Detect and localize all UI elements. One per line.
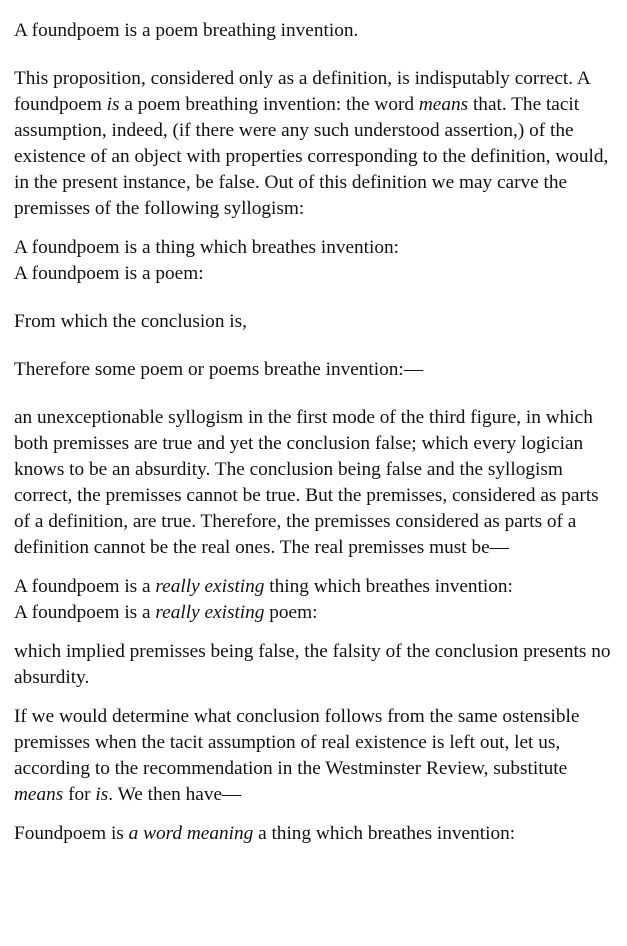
emphasis-means: means xyxy=(418,94,469,115)
text-run: poem: xyxy=(264,602,318,623)
text-run: a poem breathing invention: the word xyxy=(119,94,419,115)
text-run: a thing which breathes invention: xyxy=(253,823,516,844)
text-run: for xyxy=(63,784,96,805)
paragraph-opening: A foundpoem is a poem breathing invention. xyxy=(14,20,359,41)
emphasis-really-existing: really existing xyxy=(155,576,265,597)
emphasis-really-existing: really existing xyxy=(155,602,265,623)
syllogism-one xyxy=(14,235,613,287)
emphasis-a-word-meaning: a word meaning xyxy=(128,823,254,844)
emphasis-is: is xyxy=(106,94,120,115)
syllogism-line: A foundpoem is a poem: xyxy=(14,263,204,284)
paragraph-conclusion: Therefore some poem or poems breathe invention:— xyxy=(14,359,424,380)
syllogism-two xyxy=(14,574,613,626)
text-run: If we would determine what conclusion follows from the same ostensible premisses when the tacit assumption of real existence is left out, let us, according to the recommendation in the Westminster Review, substitute xyxy=(14,706,580,779)
text-run: . We then have— xyxy=(108,784,242,805)
text-run: thing which breathes invention: xyxy=(264,576,513,597)
text-run: A foundpoem is a xyxy=(14,602,156,623)
paragraph-analysis: an unexceptionable syllogism in the first mode of the third figure, in which both premisses are true and yet the conclusion false; which every logician knows to be an absurdity. The conclusion being false and the syllogism correct, the premisses cannot be true. But the premisses, considered as parts of a definition, are true. Therefore, the premisses considered as parts of a definition cannot be the real ones. The real premisses must be— xyxy=(14,407,599,558)
emphasis-means: means xyxy=(14,784,64,805)
paragraph-proposition xyxy=(14,66,613,222)
text-run: Foundpoem is xyxy=(14,823,129,844)
paragraph-conclusion-intro: From which the conclusion is, xyxy=(14,311,247,332)
text-run: A foundpoem is a xyxy=(14,576,156,597)
syllogism-line: A foundpoem is a thing which breathes invention: xyxy=(14,237,400,258)
text-run: This proposition, considered only as a definition, is indisputably correct. A foundpoem xyxy=(14,68,590,115)
text-run: that. The tacit assumption, indeed, (if there were any such understood assertion,) of the existence of an object with properties corresponding to the definition, would, in the present instance, be false. Out of this definition we may carve the premisses of the following syllogism: xyxy=(14,94,609,219)
paragraph-implied-premisses: which implied premisses being false, the falsity of the conclusion presents no absurdity. xyxy=(14,641,611,688)
paragraph-substitution xyxy=(14,704,613,808)
paragraph-final xyxy=(14,821,613,847)
emphasis-is: is xyxy=(95,784,109,805)
